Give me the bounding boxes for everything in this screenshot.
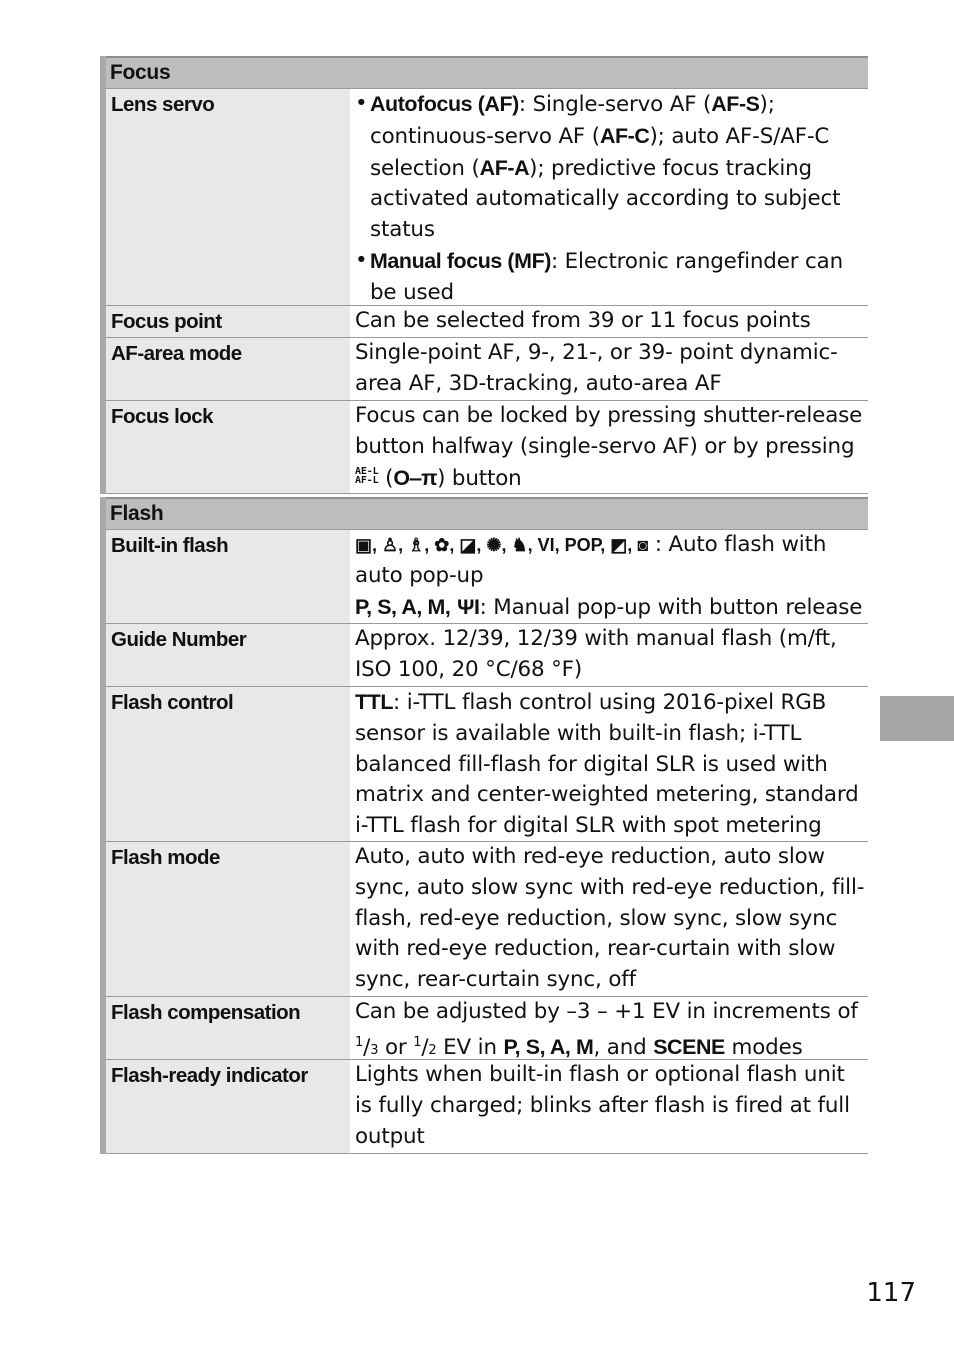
built-in-flash-label: Built-in flash [106,530,350,623]
table-row [106,686,868,841]
af-area-mode-value: Single-point AF, 9-, 21-, or 39- point dynamic-area AF, 3D-tracking, auto-area AF [355,340,838,396]
lens-servo-value [350,89,868,305]
table-row [106,529,868,623]
flash-control-value: TTL: i-TTL flash control using 2016-pixel RGB sensor is available with built-in flash; i-TTL balanced fill-flash for digital SLR is used with matrix and center-weighted metering, standard i-TTL flash for digital SLR with spot metering [355,690,859,839]
table-row [106,1059,868,1154]
table-row [106,305,868,337]
bullet-dot: • [355,247,368,273]
focus-table [100,56,868,494]
focus-lock-label: Focus lock [106,401,350,493]
flash-section-header: Flash [106,497,868,529]
table-row [106,400,868,494]
flash-ready-indicator-value: Lights when built-in flash or optional flash unit is fully charged; blinks after flash is fired at full output [355,1062,850,1149]
table-row [106,996,868,1059]
ae-l-af-l-button-icon: AE-L AF-L [355,465,379,486]
flash-mode-value: Auto, auto with red-eye reduction, auto slow sync, auto slow sync with red-eye reduction, fill-flash, red-eye reduction, slow sync, slow sync with red-eye reduction, rear-curtain with slow sync, rear-curtain sync, off [355,844,865,993]
table-row [106,88,868,305]
table-row [106,841,868,996]
focus-section-header: Focus [106,56,868,88]
focus-point-label: Focus point [106,306,350,337]
table-row [106,623,868,686]
page-number: 117 [866,1278,916,1308]
key-lock-icon: O‒π [393,465,438,490]
flash-compensation-value: Can be adjusted by –3 – +1 EV in increments of $^1$/3 or $^1$/2 EV in P, S, A, M, and SCENE modes [355,999,858,1060]
food-mode-icon: ΨI [457,594,480,619]
focus-point-value: Can be selected from 39 or 11 focus points [355,308,811,333]
built-in-flash-value: ▣, ♙, ♗, ✿, ◪, ✺, ♞, VI, POP, ◩, ◙ : Auto flash with auto pop-up P, S, A, M, ΨI: Manual pop-up with button release [355,532,863,620]
focus-lock-value: Focus can be locked by pressing shutter-release button halfway (single-servo AF) or by pressing AE-L AF-L (O‒π) button [355,403,863,491]
lens-servo-label: Lens servo [106,89,350,305]
flash-ready-indicator-label: Flash-ready indicator [106,1060,350,1153]
bullet-dot: • [355,91,368,116]
guide-number-label: Guide Number [106,624,350,686]
guide-number-value: Approx. 12/39, 12/39 with manual flash (m/ft, ISO 100, 20 °C/68 °F) [355,626,837,682]
scene-mode-icons: ▣, ♙, ♗, ✿, ◪, ✺, ♞, VI, POP, ◩, ◙ [355,535,649,555]
flash-control-label: Flash control [106,687,350,841]
autofocus-bullet: • Autofocus (AF): Single-servo AF (AF-S); continuous-servo AF (AF-C); auto AF-S/AF-C selection (AF-A); predictive focus tracking activated automatically according to subject status [355,91,841,243]
flash-mode-label: Flash mode [106,842,350,996]
section-tab-marker [880,696,954,741]
af-area-mode-label: AF-area mode [106,338,350,400]
table-row [106,337,868,400]
flash-compensation-label: Flash compensation [106,997,350,1059]
manual-focus-bullet: • Manual focus (MF): Electronic rangefinder can be used [355,247,843,305]
flash-table [100,497,868,1154]
